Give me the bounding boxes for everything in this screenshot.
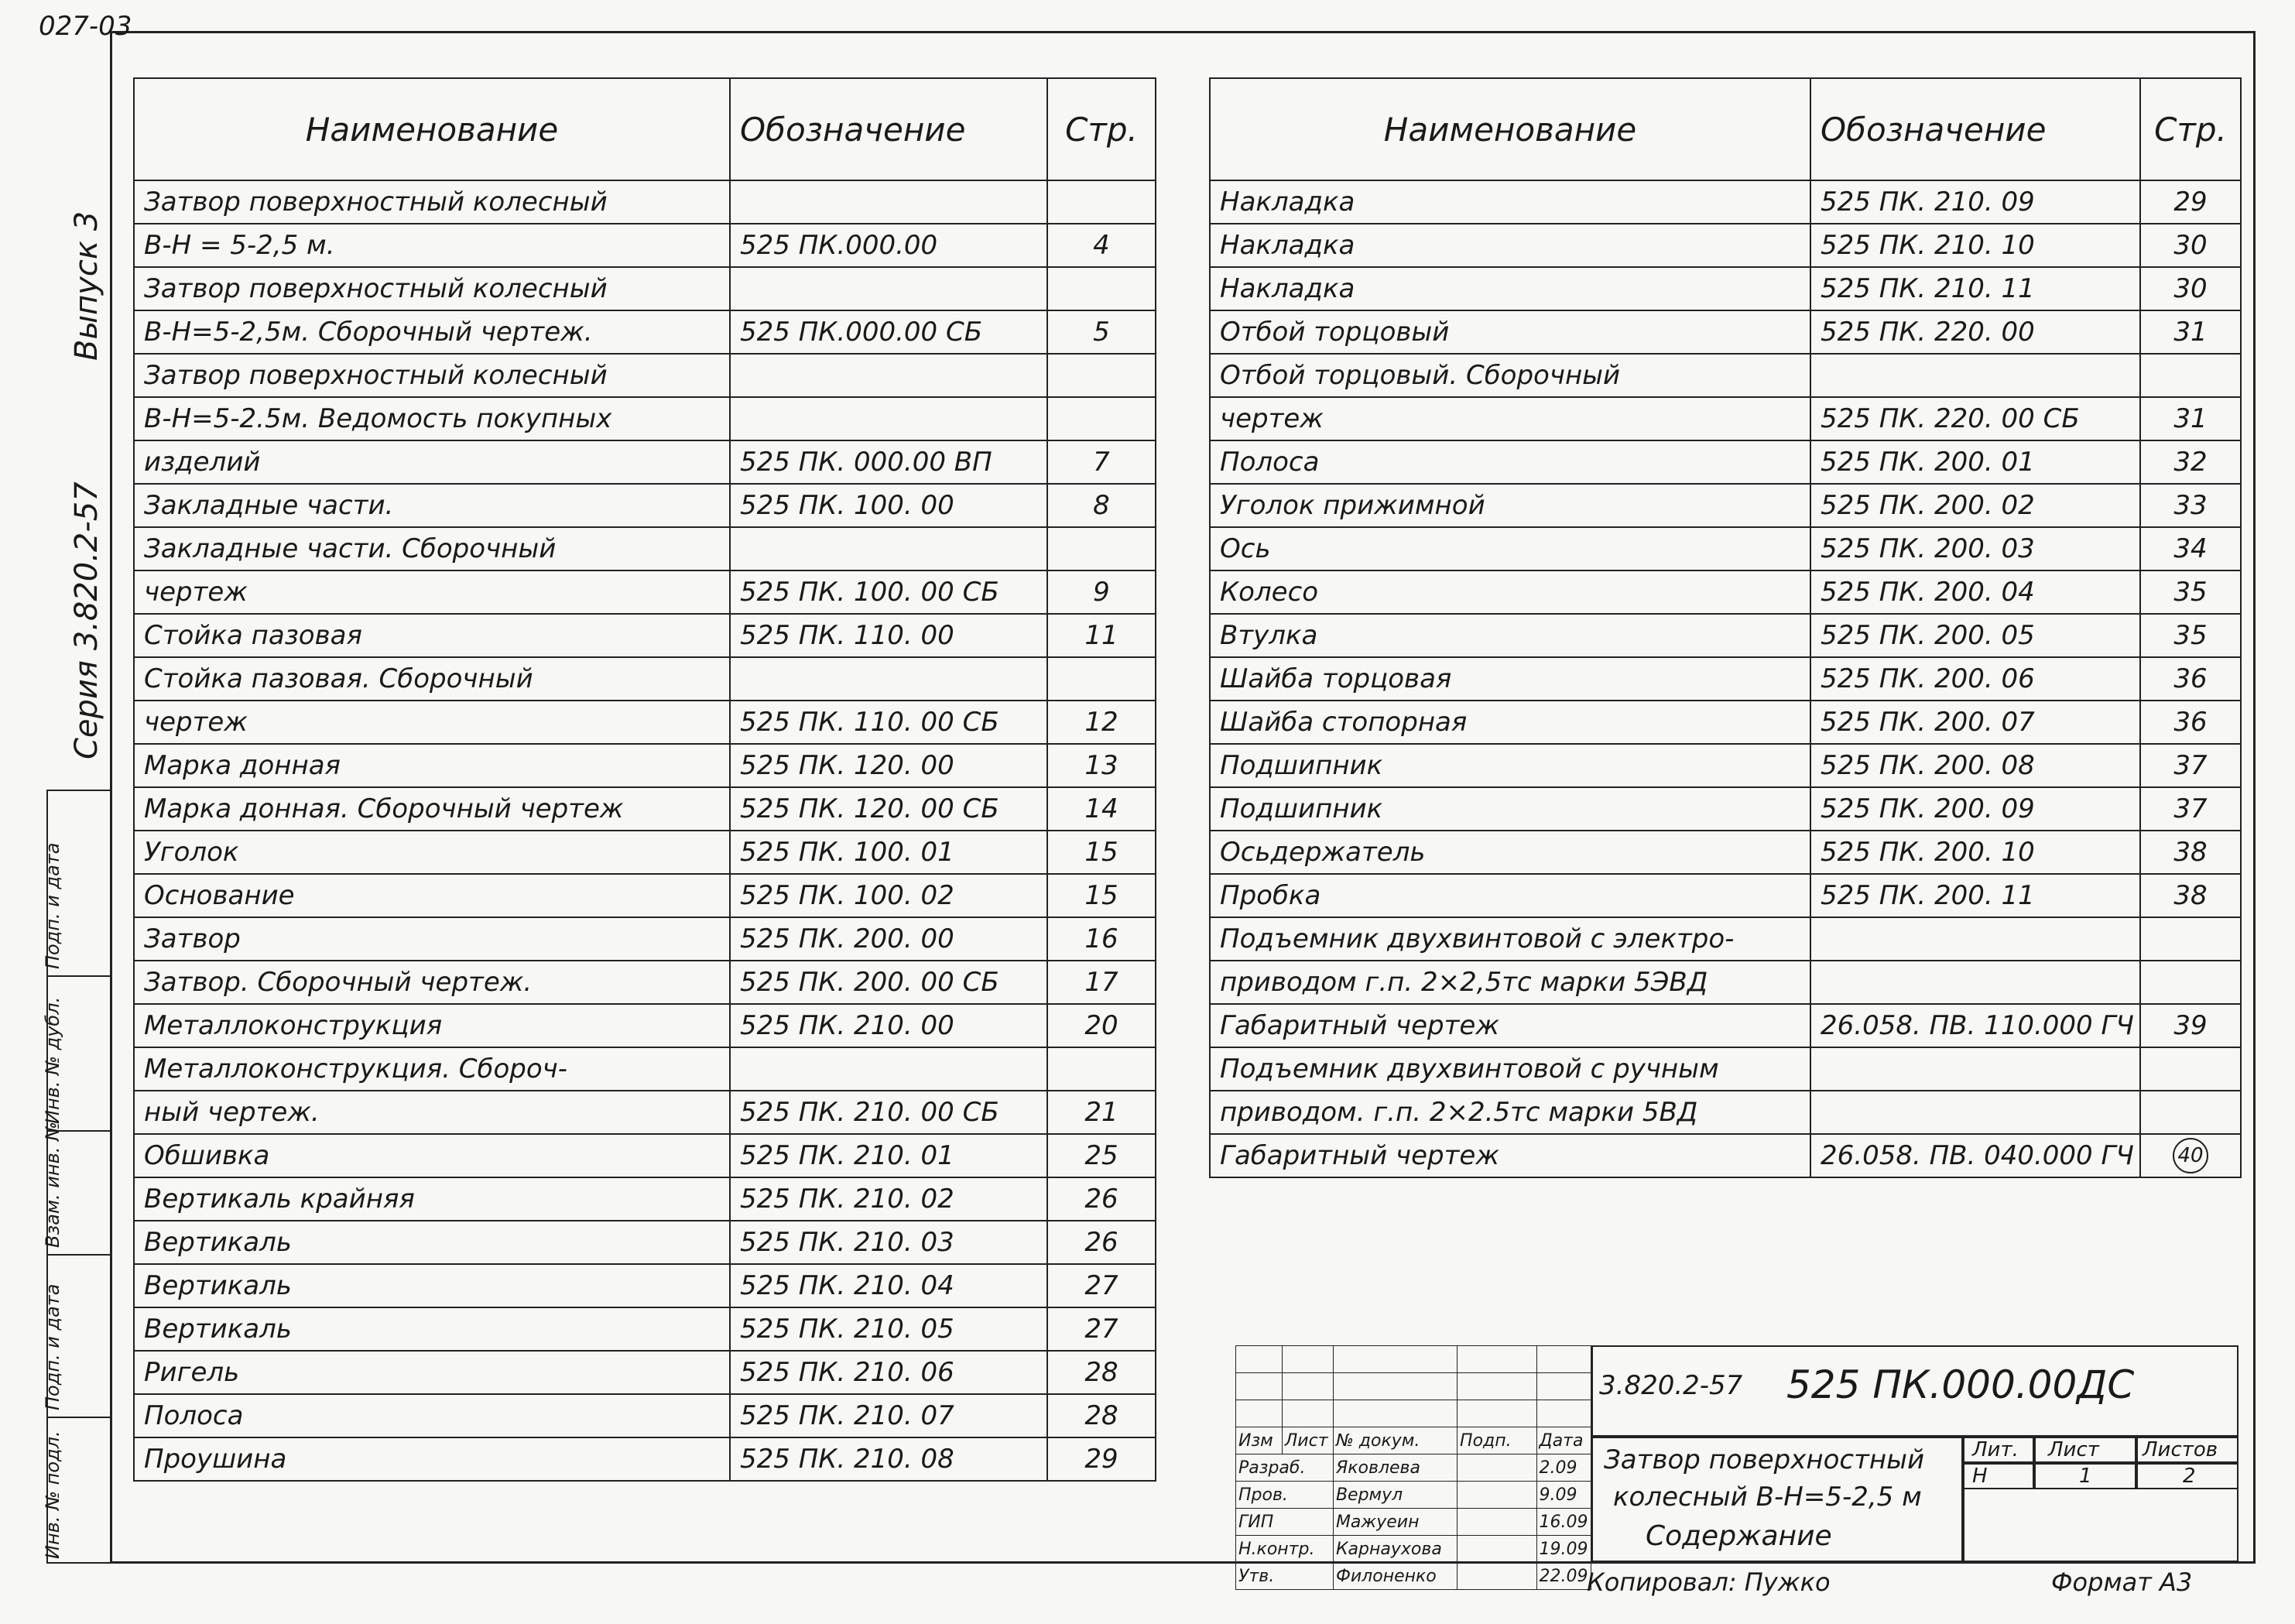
stamp-header: Лист — [1282, 1427, 1333, 1454]
person-signature — [1457, 1563, 1536, 1590]
item-page — [2140, 1134, 2241, 1177]
table-row — [134, 310, 1156, 354]
item-designation: 525 ПК. 210. 11 — [1810, 267, 2140, 310]
item-page: 14 — [1047, 787, 1156, 831]
item-designation: 525 ПК. 210. 10 — [1810, 224, 2140, 267]
item-designation: 525 ПК. 210. 08 — [730, 1437, 1047, 1481]
item-page: 27 — [1047, 1307, 1156, 1351]
person-role: Пров. — [1236, 1482, 1334, 1509]
item-page: 5 — [1047, 310, 1156, 354]
table-row — [1210, 917, 2241, 961]
item-page — [2140, 1091, 2241, 1134]
sheets-label: Листов — [2143, 1438, 2218, 1461]
stamp-header: № докум. — [1333, 1427, 1457, 1454]
item-designation: 525 ПК. 200. 08 — [1810, 744, 2140, 787]
person-date: 22.09 — [1536, 1563, 1591, 1590]
item-designation: 525 ПК. 210. 06 — [730, 1351, 1047, 1394]
item-designation: 26.058. ПВ. 110.000 ГЧ — [1810, 1004, 2140, 1047]
header-name: Наименование — [134, 78, 730, 180]
person-date: 16.09 — [1536, 1509, 1591, 1536]
item-designation: 525 ПК. 200. 02 — [1810, 484, 2140, 527]
item-name: Подшипник — [1210, 787, 1810, 831]
item-name: Колесо — [1210, 570, 1810, 614]
item-page: 28 — [1047, 1351, 1156, 1394]
item-page: 28 — [1047, 1394, 1156, 1437]
item-name: Полоса — [1210, 440, 1810, 484]
header-page: Стр. — [1047, 78, 1156, 180]
table-row — [134, 831, 1156, 874]
item-designation: 525 ПК. 200. 05 — [1810, 614, 2140, 657]
item-page: 37 — [2140, 787, 2241, 831]
item-page: 38 — [2140, 874, 2241, 917]
item-designation: 525 ПК. 210. 00 СБ — [730, 1091, 1047, 1134]
table-row — [1210, 874, 2241, 917]
item-designation — [730, 397, 1047, 440]
table-row — [134, 527, 1156, 570]
item-name: Проушина — [134, 1437, 730, 1481]
item-page: 29 — [1047, 1437, 1156, 1481]
header-page: Стр. — [2140, 78, 2241, 180]
table-row — [134, 744, 1156, 787]
item-name: Основание — [134, 874, 730, 917]
item-name: В-Н = 5-2,5 м. — [134, 224, 730, 267]
item-designation: 525 ПК. 100. 02 — [730, 874, 1047, 917]
item-page: 33 — [2140, 484, 2241, 527]
lit-label: Лит. — [1972, 1438, 2019, 1461]
person-role: Разраб. — [1236, 1454, 1334, 1482]
item-name: Вертикаль — [134, 1307, 730, 1351]
item-designation: 525 ПК. 210. 09 — [1810, 180, 2140, 224]
item-designation — [1810, 1047, 2140, 1091]
item-name: Подъемник двухвинтовой с ручным — [1210, 1047, 1810, 1091]
person-signature — [1457, 1536, 1536, 1563]
item-name: чертеж — [134, 570, 730, 614]
item-name: Вертикаль — [134, 1221, 730, 1264]
item-designation: 26.058. ПВ. 040.000 ГЧ — [1810, 1134, 2140, 1177]
item-designation: 525 ПК. 210. 05 — [730, 1307, 1047, 1351]
table-row — [134, 701, 1156, 744]
item-designation: 525 ПК. 200. 07 — [1810, 701, 2140, 744]
circled-page-number: 40 — [2173, 1138, 2208, 1173]
item-designation: 525 ПК. 100. 01 — [730, 831, 1047, 874]
table-row — [134, 440, 1156, 484]
item-name: Стойка пазовая. Сборочный — [134, 657, 730, 701]
item-name: Ригель — [134, 1351, 730, 1394]
item-designation: 525 ПК. 200. 06 — [1810, 657, 2140, 701]
item-page — [1047, 354, 1156, 397]
item-name: В-Н=5-2,5м. Сборочный чертеж. — [134, 310, 730, 354]
contents-table-right — [1209, 77, 2242, 1178]
person-role: Н.контр. — [1236, 1536, 1334, 1563]
item-name: Пробка — [1210, 874, 1810, 917]
item-page: 29 — [2140, 180, 2241, 224]
item-name: Обшивка — [134, 1134, 730, 1177]
item-page: 11 — [1047, 614, 1156, 657]
stamp-person-row — [1236, 1563, 1591, 1590]
person-date: 2.09 — [1536, 1454, 1591, 1482]
table-row — [134, 484, 1156, 527]
table-row — [134, 1394, 1156, 1437]
item-name: Габаритный чертеж — [1210, 1004, 1810, 1047]
item-page: 7 — [1047, 440, 1156, 484]
table-row — [134, 917, 1156, 961]
item-page — [2140, 917, 2241, 961]
series-code: 3.820.2-57 — [1599, 1370, 1743, 1401]
table-row — [1210, 1134, 2241, 1177]
table-row — [1210, 657, 2241, 701]
item-page: 35 — [2140, 570, 2241, 614]
item-page — [1047, 527, 1156, 570]
strip-cell — [42, 1122, 110, 1256]
item-page — [2140, 961, 2241, 1004]
stamp-header: Подп. — [1457, 1427, 1536, 1454]
item-page: 34 — [2140, 527, 2241, 570]
table-row — [134, 224, 1156, 267]
item-designation: 525 ПК. 220. 00 — [1810, 310, 2140, 354]
item-name: Затвор — [134, 917, 730, 961]
item-page: 26 — [1047, 1177, 1156, 1221]
item-page — [1047, 180, 1156, 224]
item-designation — [730, 657, 1047, 701]
item-name: Габаритный чертеж — [1210, 1134, 1810, 1177]
issue-label: Выпуск 3 — [69, 211, 104, 361]
table-row — [1210, 527, 2241, 570]
item-name: Закладные части. — [134, 484, 730, 527]
stamp-person-row — [1236, 1482, 1591, 1509]
item-name: Подъемник двухвинтовой с электро- — [1210, 917, 1810, 961]
person-role: ГИП — [1236, 1509, 1334, 1536]
item-designation — [730, 267, 1047, 310]
item-name: Полоса — [134, 1394, 730, 1437]
item-page: 30 — [2140, 267, 2241, 310]
item-page: 21 — [1047, 1091, 1156, 1134]
stamp-header-row — [1236, 1427, 1591, 1454]
item-designation: 525 ПК. 120. 00 — [730, 744, 1047, 787]
item-name: Накладка — [1210, 267, 1810, 310]
table-row — [134, 961, 1156, 1004]
item-page: 39 — [2140, 1004, 2241, 1047]
table-row — [1210, 1047, 2241, 1091]
item-page — [1047, 657, 1156, 701]
table-row — [1210, 224, 2241, 267]
item-page — [1047, 1047, 1156, 1091]
item-page: 27 — [1047, 1264, 1156, 1307]
item-designation: 525 ПК. 210. 01 — [730, 1134, 1047, 1177]
table-row — [134, 1351, 1156, 1394]
table-row — [1210, 831, 2241, 874]
item-page — [2140, 1047, 2241, 1091]
person-name: Вермул — [1333, 1482, 1457, 1509]
item-name: Уголок прижимной — [1210, 484, 1810, 527]
item-designation: 525 ПК. 200. 00 СБ — [730, 961, 1047, 1004]
header-name: Наименование — [1210, 78, 1810, 180]
table-header-row — [1210, 78, 2241, 180]
item-name: Затвор. Сборочный чертеж. — [134, 961, 730, 1004]
table-row — [1210, 614, 2241, 657]
item-page: 15 — [1047, 831, 1156, 874]
stamp-header: Дата — [1536, 1427, 1591, 1454]
person-signature — [1457, 1482, 1536, 1509]
item-name: Отбой торцовый. Сборочный — [1210, 354, 1810, 397]
strip-cell — [42, 1418, 110, 1565]
item-designation: 525 ПК. 220. 00 СБ — [1810, 397, 2140, 440]
table-row — [134, 1091, 1156, 1134]
item-name: Марка донная. Сборочный чертеж — [134, 787, 730, 831]
table-row — [134, 354, 1156, 397]
table-row — [134, 1134, 1156, 1177]
item-name: Вертикаль — [134, 1264, 730, 1307]
table-row — [134, 874, 1156, 917]
table-row — [134, 1264, 1156, 1307]
item-designation: 525 ПК. 200. 09 — [1810, 787, 2140, 831]
person-name: Мажуеин — [1333, 1509, 1457, 1536]
person-name: Филоненко — [1333, 1563, 1457, 1590]
item-name: Металлоконструкция. Сбороч- — [134, 1047, 730, 1091]
item-page: 8 — [1047, 484, 1156, 527]
item-designation: 525 ПК. 200. 04 — [1810, 570, 2140, 614]
item-designation: 525 ПК. 200. 10 — [1810, 831, 2140, 874]
item-designation: 525 ПК. 000.00 ВП — [730, 440, 1047, 484]
item-designation: 525 ПК. 210. 04 — [730, 1264, 1047, 1307]
item-name: Вертикаль крайняя — [134, 1177, 730, 1221]
document-code: 525 ПК.000.00ДС — [1786, 1362, 2135, 1407]
person-signature — [1457, 1509, 1536, 1536]
table-row — [1210, 310, 2241, 354]
lit-value: Н — [1972, 1465, 1988, 1488]
item-name: Шайба стопорная — [1210, 701, 1810, 744]
sheet-label: Лист — [2048, 1438, 2099, 1461]
strip-cell — [42, 791, 110, 977]
item-name: Ось — [1210, 527, 1810, 570]
table-row — [134, 397, 1156, 440]
item-page: 32 — [2140, 440, 2241, 484]
table-row — [134, 267, 1156, 310]
item-name: Накладка — [1210, 224, 1810, 267]
item-designation: 525 ПК. 100. 00 СБ — [730, 570, 1047, 614]
person-role: Утв. — [1236, 1563, 1334, 1590]
table-row — [1210, 397, 2241, 440]
item-page: 36 — [2140, 701, 2241, 744]
item-name: изделий — [134, 440, 730, 484]
item-name: Отбой торцовый — [1210, 310, 1810, 354]
table-row — [134, 180, 1156, 224]
header-designation: Обозначение — [1810, 78, 2140, 180]
stamp-person-row — [1236, 1509, 1591, 1536]
table-row — [134, 1047, 1156, 1091]
binding-strip — [42, 790, 110, 1564]
item-name: приводом. г.п. 2×2.5тс марки 5ВД — [1210, 1091, 1810, 1134]
item-designation — [1810, 354, 2140, 397]
table-header-row — [134, 78, 1156, 180]
table-row — [1210, 1004, 2241, 1047]
item-designation: 525 ПК. 200. 11 — [1810, 874, 2140, 917]
total-sheets: 2 — [2183, 1465, 2196, 1488]
item-page: 20 — [1047, 1004, 1156, 1047]
contents-table-left — [133, 77, 1156, 1482]
strip-label: Подп. и дата — [42, 842, 63, 969]
header-designation: Обозначение — [730, 78, 1047, 180]
stamp-person-row — [1236, 1536, 1591, 1563]
item-designation: 525 ПК. 200. 01 — [1810, 440, 2140, 484]
item-page: 9 — [1047, 570, 1156, 614]
item-designation: 525 ПК.000.00 СБ — [730, 310, 1047, 354]
item-designation: 525 ПК. 210. 02 — [730, 1177, 1047, 1221]
strip-label: Взам. инв. № — [42, 1122, 63, 1248]
item-page — [1047, 397, 1156, 440]
item-page: 15 — [1047, 874, 1156, 917]
person-date: 9.09 — [1536, 1482, 1591, 1509]
stamp-person-row — [1236, 1454, 1591, 1482]
table-row — [1210, 354, 2241, 397]
item-designation: 525 ПК. 210. 00 — [730, 1004, 1047, 1047]
item-page: 26 — [1047, 1221, 1156, 1264]
table-row — [1210, 484, 2241, 527]
table-row — [1210, 570, 2241, 614]
table-row — [1210, 440, 2241, 484]
table-row — [1210, 1091, 2241, 1134]
item-name: Осьдержатель — [1210, 831, 1810, 874]
item-designation — [1810, 917, 2140, 961]
item-designation — [730, 180, 1047, 224]
item-name: Накладка — [1210, 180, 1810, 224]
item-designation — [1810, 1091, 2140, 1134]
item-page: 12 — [1047, 701, 1156, 744]
strip-cell — [42, 1256, 110, 1418]
document-subtitle: Содержание — [1646, 1520, 1832, 1552]
item-name: Закладные части. Сборочный — [134, 527, 730, 570]
item-page: 17 — [1047, 961, 1156, 1004]
item-page: 30 — [2140, 224, 2241, 267]
table-row — [134, 1221, 1156, 1264]
item-page: 13 — [1047, 744, 1156, 787]
item-name: Подшипник — [1210, 744, 1810, 787]
item-designation: 525 ПК. 200. 00 — [730, 917, 1047, 961]
table-row — [134, 657, 1156, 701]
item-page: 35 — [2140, 614, 2241, 657]
item-page: 25 — [1047, 1134, 1156, 1177]
person-name: Карнаухова — [1333, 1536, 1457, 1563]
item-name: ный чертеж. — [134, 1091, 730, 1134]
item-designation — [730, 354, 1047, 397]
person-name: Яковлева — [1333, 1454, 1457, 1482]
item-page — [1047, 267, 1156, 310]
item-name: чертеж — [1210, 397, 1810, 440]
strip-cell — [42, 977, 110, 1132]
item-designation — [730, 1047, 1047, 1091]
table-row — [134, 1004, 1156, 1047]
item-designation: 525 ПК. 210. 03 — [730, 1221, 1047, 1264]
item-name: Металлоконструкция — [134, 1004, 730, 1047]
item-name: Затвор поверхностный колесный — [134, 267, 730, 310]
item-page — [2140, 354, 2241, 397]
item-name: Шайба торцовая — [1210, 657, 1810, 701]
item-page: 4 — [1047, 224, 1156, 267]
strip-label: Подп. и дата — [42, 1283, 63, 1410]
item-name: Уголок — [134, 831, 730, 874]
table-row — [134, 1307, 1156, 1351]
table-row — [1210, 180, 2241, 224]
table-row — [134, 1177, 1156, 1221]
item-name: приводом г.п. 2×2,5тс марки 5ЭВД — [1210, 961, 1810, 1004]
item-designation: 525 ПК. 120. 00 СБ — [730, 787, 1047, 831]
table-row — [134, 614, 1156, 657]
table-row — [134, 1437, 1156, 1481]
sheet-format: Формат А3 — [2051, 1567, 2193, 1597]
title-line: колесный В-Н=5-2,5 м — [1613, 1482, 1922, 1513]
strip-label: Инв. № подл. — [42, 1430, 63, 1559]
item-name: Затвор поверхностный колесный — [134, 180, 730, 224]
item-name: Стойка пазовая — [134, 614, 730, 657]
item-page: 31 — [2140, 397, 2241, 440]
item-name: Втулка — [1210, 614, 1810, 657]
item-designation: 525 ПК. 210. 07 — [730, 1394, 1047, 1437]
table-row — [1210, 787, 2241, 831]
item-page: 36 — [2140, 657, 2241, 701]
table-row — [1210, 961, 2241, 1004]
item-page: 31 — [2140, 310, 2241, 354]
series-label: Серия 3.820.2-57 — [69, 481, 104, 759]
item-page: 16 — [1047, 917, 1156, 961]
person-date: 19.09 — [1536, 1536, 1591, 1563]
table-row — [1210, 744, 2241, 787]
strip-label: Инв. № дубл. — [42, 996, 63, 1124]
item-designation: 525 ПК. 200. 03 — [1810, 527, 2140, 570]
person-signature — [1457, 1454, 1536, 1482]
table-row — [1210, 701, 2241, 744]
table-row — [134, 787, 1156, 831]
item-designation: 525 ПК. 110. 00 СБ — [730, 701, 1047, 744]
sheet-code: 027-03 — [39, 11, 132, 42]
item-designation: 525 ПК. 110. 00 — [730, 614, 1047, 657]
stamp-header: Изм — [1236, 1427, 1283, 1454]
item-designation — [1810, 961, 2140, 1004]
item-page: 37 — [2140, 744, 2241, 787]
table-row — [1210, 267, 2241, 310]
sheet-number: 1 — [2079, 1465, 2092, 1488]
item-designation — [730, 527, 1047, 570]
item-designation: 525 ПК. 100. 00 — [730, 484, 1047, 527]
item-page: 38 — [2140, 831, 2241, 874]
table-row — [134, 570, 1156, 614]
copied-by: Копировал: Пужко — [1587, 1567, 1831, 1597]
item-designation: 525 ПК.000.00 — [730, 224, 1047, 267]
revision-stamp — [1235, 1345, 1591, 1590]
title-line: Затвор поверхностный — [1604, 1444, 1925, 1475]
item-name: В-Н=5-2.5м. Ведомость покупных — [134, 397, 730, 440]
item-name: чертеж — [134, 701, 730, 744]
item-name: Затвор поверхностный колесный — [134, 354, 730, 397]
item-name: Марка донная — [134, 744, 730, 787]
